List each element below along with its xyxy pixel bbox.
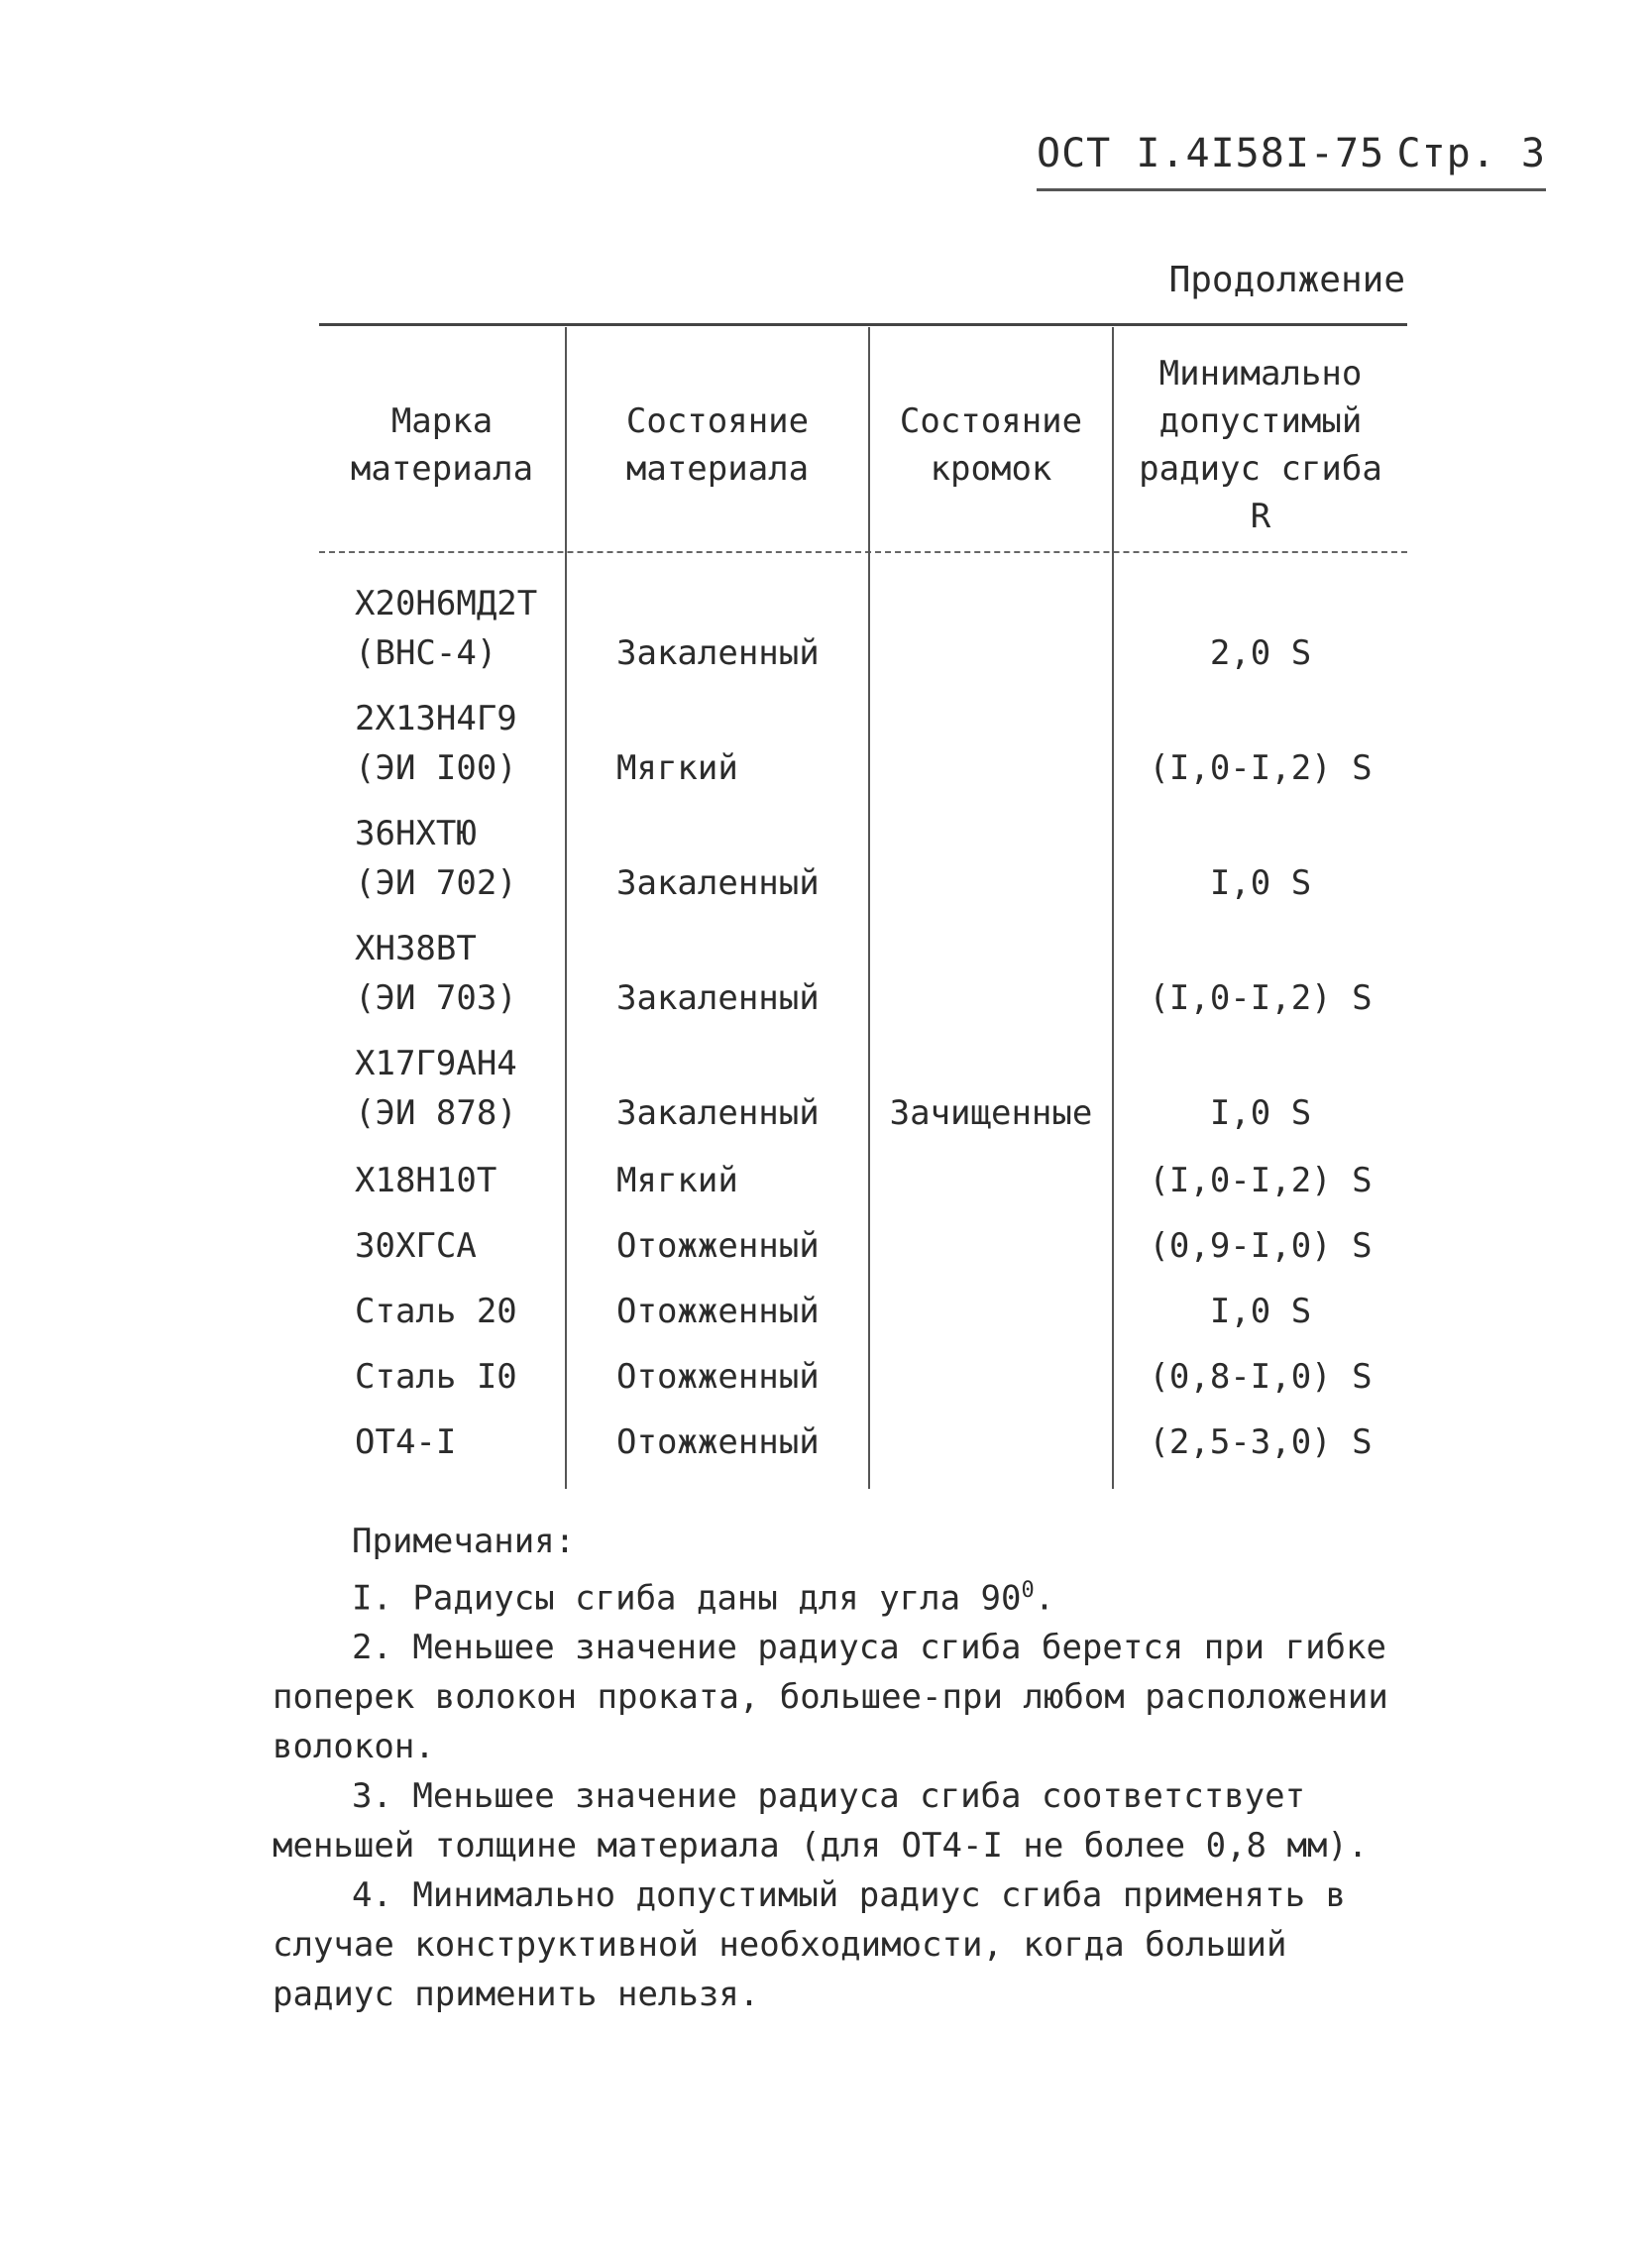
table-top-rule <box>319 323 1407 326</box>
table-row-grade: Сталь 20 <box>355 1292 517 1331</box>
notes-section <box>273 1517 1392 2019</box>
table-row-radius: (I,0-I,2) S <box>1149 748 1373 788</box>
note-2: 2. Меньшее значение радиуса сгиба берется при гибке поперек волокон проката, большее-при любом расположении волокон. <box>273 1628 1388 1767</box>
header-min-bend-radius: Минимально допустимый радиус сгиба R <box>1139 353 1382 536</box>
table-row-radius: (I,0-I,2) S <box>1149 1161 1373 1200</box>
table-row-state: Мягкий <box>616 748 738 788</box>
table-row-radius: (0,9-I,0) S <box>1149 1226 1373 1266</box>
table-row-grade: Х18Н10Т <box>355 1161 497 1200</box>
table-row-state: Мягкий <box>616 1161 738 1200</box>
note-1 <box>273 1566 1392 1623</box>
table-row-state: Закаленный <box>616 633 820 673</box>
note-3: 3. Меньшее значение радиуса сгиба соответствует меньшей толщине материала (для ОТ4-I не более 0,8 мм). <box>273 1776 1369 1867</box>
table-row-radius: I,0 S <box>1209 863 1312 903</box>
table-row-state: Отожженный <box>616 1357 820 1397</box>
bend-radius-table <box>319 323 1407 1489</box>
table-row-radius: 2,0 S <box>1209 633 1312 673</box>
note-1-text: I. Радиусы сгиба даны для угла 90 <box>352 1578 1022 1619</box>
table-row-grade: ХН38ВТ (ЭИ 703) <box>355 929 517 1018</box>
edge-state-value: Зачищенные <box>889 1093 1093 1133</box>
table-row-state: Закаленный <box>616 1093 820 1133</box>
notes-title: Примечания: <box>352 1522 576 1561</box>
table-row-state: Отожженный <box>616 1422 820 1462</box>
table-row-grade: 36НХТЮ (ЭИ 702) <box>355 814 517 903</box>
table-row-radius: (0,8-I,0) S <box>1149 1357 1373 1397</box>
table-row-grade: Х20Н6МД2Т (ВНС-4) <box>355 584 538 673</box>
table-row-grade: Сталь I0 <box>355 1357 517 1397</box>
table-row-radius: I,0 S <box>1209 1292 1312 1331</box>
table-row-state: Закаленный <box>616 863 820 903</box>
table-row-state: Отожженный <box>616 1226 820 1266</box>
header-edge-state: Состояние кромок <box>899 400 1083 489</box>
document-number: ОСТ I.4I58I-75 <box>1037 131 1385 176</box>
header-material-state: Состояние материала <box>625 400 810 489</box>
table-row-grade: ОТ4-I <box>355 1422 457 1462</box>
continuation-label: Продолжение <box>1168 260 1405 300</box>
table-row-state: Закаленный <box>616 978 820 1018</box>
header-material-grade: Марка материала <box>350 400 534 489</box>
table-row-radius: (2,5-3,0) S <box>1149 1422 1373 1462</box>
page-header <box>1037 127 1546 191</box>
table-row-state: Отожженный <box>616 1292 820 1331</box>
note-1-end: . <box>1034 1578 1055 1619</box>
table-row-radius: I,0 S <box>1209 1093 1312 1133</box>
table-row-grade: Х17Г9АН4 (ЭИ 878) <box>355 1044 517 1133</box>
table-row-grade: 30ХГСА <box>355 1226 477 1266</box>
degree-superscript: 0 <box>1021 1578 1035 1603</box>
page-number: Стр. 3 <box>1396 131 1546 176</box>
table-row-radius: (I,0-I,2) S <box>1149 978 1373 1018</box>
table-header-rule <box>319 551 1407 553</box>
note-4: 4. Минимально допустимый радиус сгиба применять в случае конструктивной необходимости, когда больший радиус применить нельзя. <box>273 1875 1347 2015</box>
table-row-grade: 2Х13Н4Г9 (ЭИ I00) <box>355 699 517 788</box>
